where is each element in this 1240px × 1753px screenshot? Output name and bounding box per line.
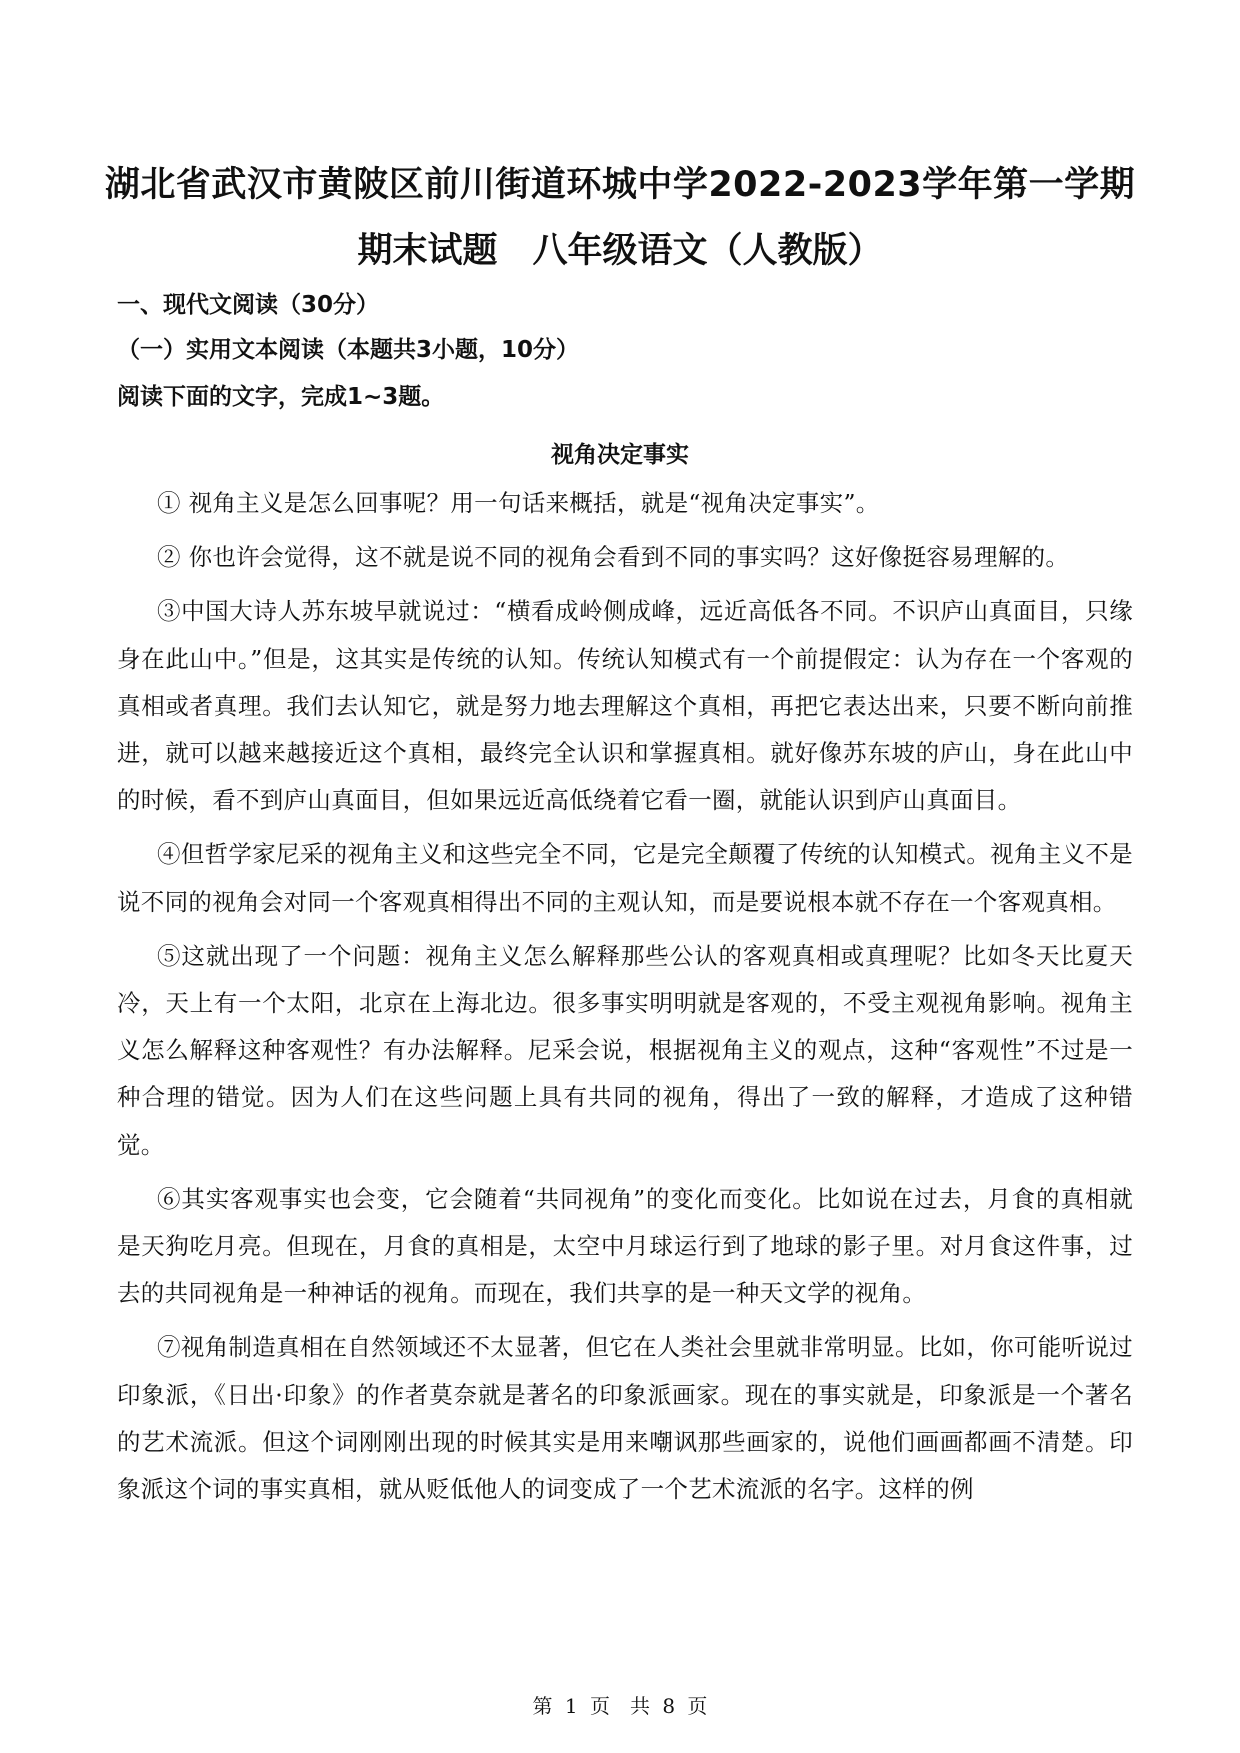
article-paragraph: ① 视角主义是怎么回事呢？用一句话来概括，就是“视角决定事实”。 bbox=[157, 489, 880, 517]
article-paragraph: ⑤这就出现了一个问题：视角主义怎么解释那些公认的客观真相或真理呢？比如冬天比夏天冷，天上有一个太阳，北京在上海北边。很多事实明明就是客观的，不受主观视角影响。视角主义怎么解释这种客观性？有办法解释。尼采会说，根据视角主义的观点，这种“客观性”不过是一种合理的错觉。因为人们在这些问题上具有共同的视角，得出了一致的解释，才造成了这种错觉。 bbox=[117, 941, 1133, 1159]
article-paragraph: ⑦视角制造真相在自然领域还不太显著，但它在人类社会里就非常明显。比如，你可能听说过印象派，《日出·印象》的作者莫奈就是著名的印象派画家。现在的事实就是，印象派是一个著名的艺术流派。但这个词刚刚出现的时候其实是用来嘲讽那些画家的，说他们画画都画不清楚。印象派这个词的事实真相，就从贬低他人的词变成了一个艺术流派的名字。这样的例 bbox=[117, 1333, 1133, 1504]
article-paragraph: ④但哲学家尼采的视角主义和这些完全不同，它是完全颠覆了传统的认知模式。视角主义不是说不同的视角会对同一个客观真相得出不同的主观认知，而是要说根本就不存在一个客观真相。 bbox=[117, 840, 1133, 916]
section-subheading: （一）实用文本阅读（本题共3小题，10分） bbox=[117, 337, 580, 363]
article-body bbox=[117, 480, 1133, 1520]
page-number: 第 1 页 共 8 页 bbox=[532, 1694, 708, 1718]
reading-instruction: 阅读下面的文字，完成1~3题。 bbox=[117, 384, 445, 410]
article-paragraph: ⑥其实客观事实也会变，它会随着“共同视角”的变化而变化。比如说在过去，月食的真相就是天狗吃月亮。但现在，月食的真相是，太空中月球运行到了地球的影子里。对月食这件事，过去的共同视角是一种神话的视角。而现在，我们共享的是一种天文学的视角。 bbox=[117, 1184, 1133, 1308]
article-title: 视角决定事实 bbox=[551, 442, 689, 468]
section-heading: 一、现代文阅读（30分） bbox=[117, 292, 380, 318]
article-paragraph: ③中国大诗人苏东坡早就说过：“横看成岭侧成峰，远近高低各不同。不识庐山真面目，只缘身在此山中。”但是，这其实是传统的认知。传统认知模式有一个前提假定：认为存在一个客观的真相或者真理。我们去认知它，就是努力地去理解这个真相，再把它表达出来，只要不断向前推进，就可以越来越接近这个真相，最终完全认识和掌握真相。就好像苏东坡的庐山，身在此山中的时候，看不到庐山真面目，但如果远近高低绕着它看一圈，就能认识到庐山真面目。 bbox=[117, 597, 1133, 815]
exam-title-line1: 湖北省武汉市黄陂区前川街道环城中学2022-2023学年第一学期 bbox=[104, 165, 1136, 205]
exam-title-line2: 期末试题 八年级语文（人教版） bbox=[357, 231, 883, 271]
article-paragraph: ② 你也许会觉得，这不就是说不同的视角会看到不同的事实吗？这好像挺容易理解的。 bbox=[157, 543, 1070, 572]
